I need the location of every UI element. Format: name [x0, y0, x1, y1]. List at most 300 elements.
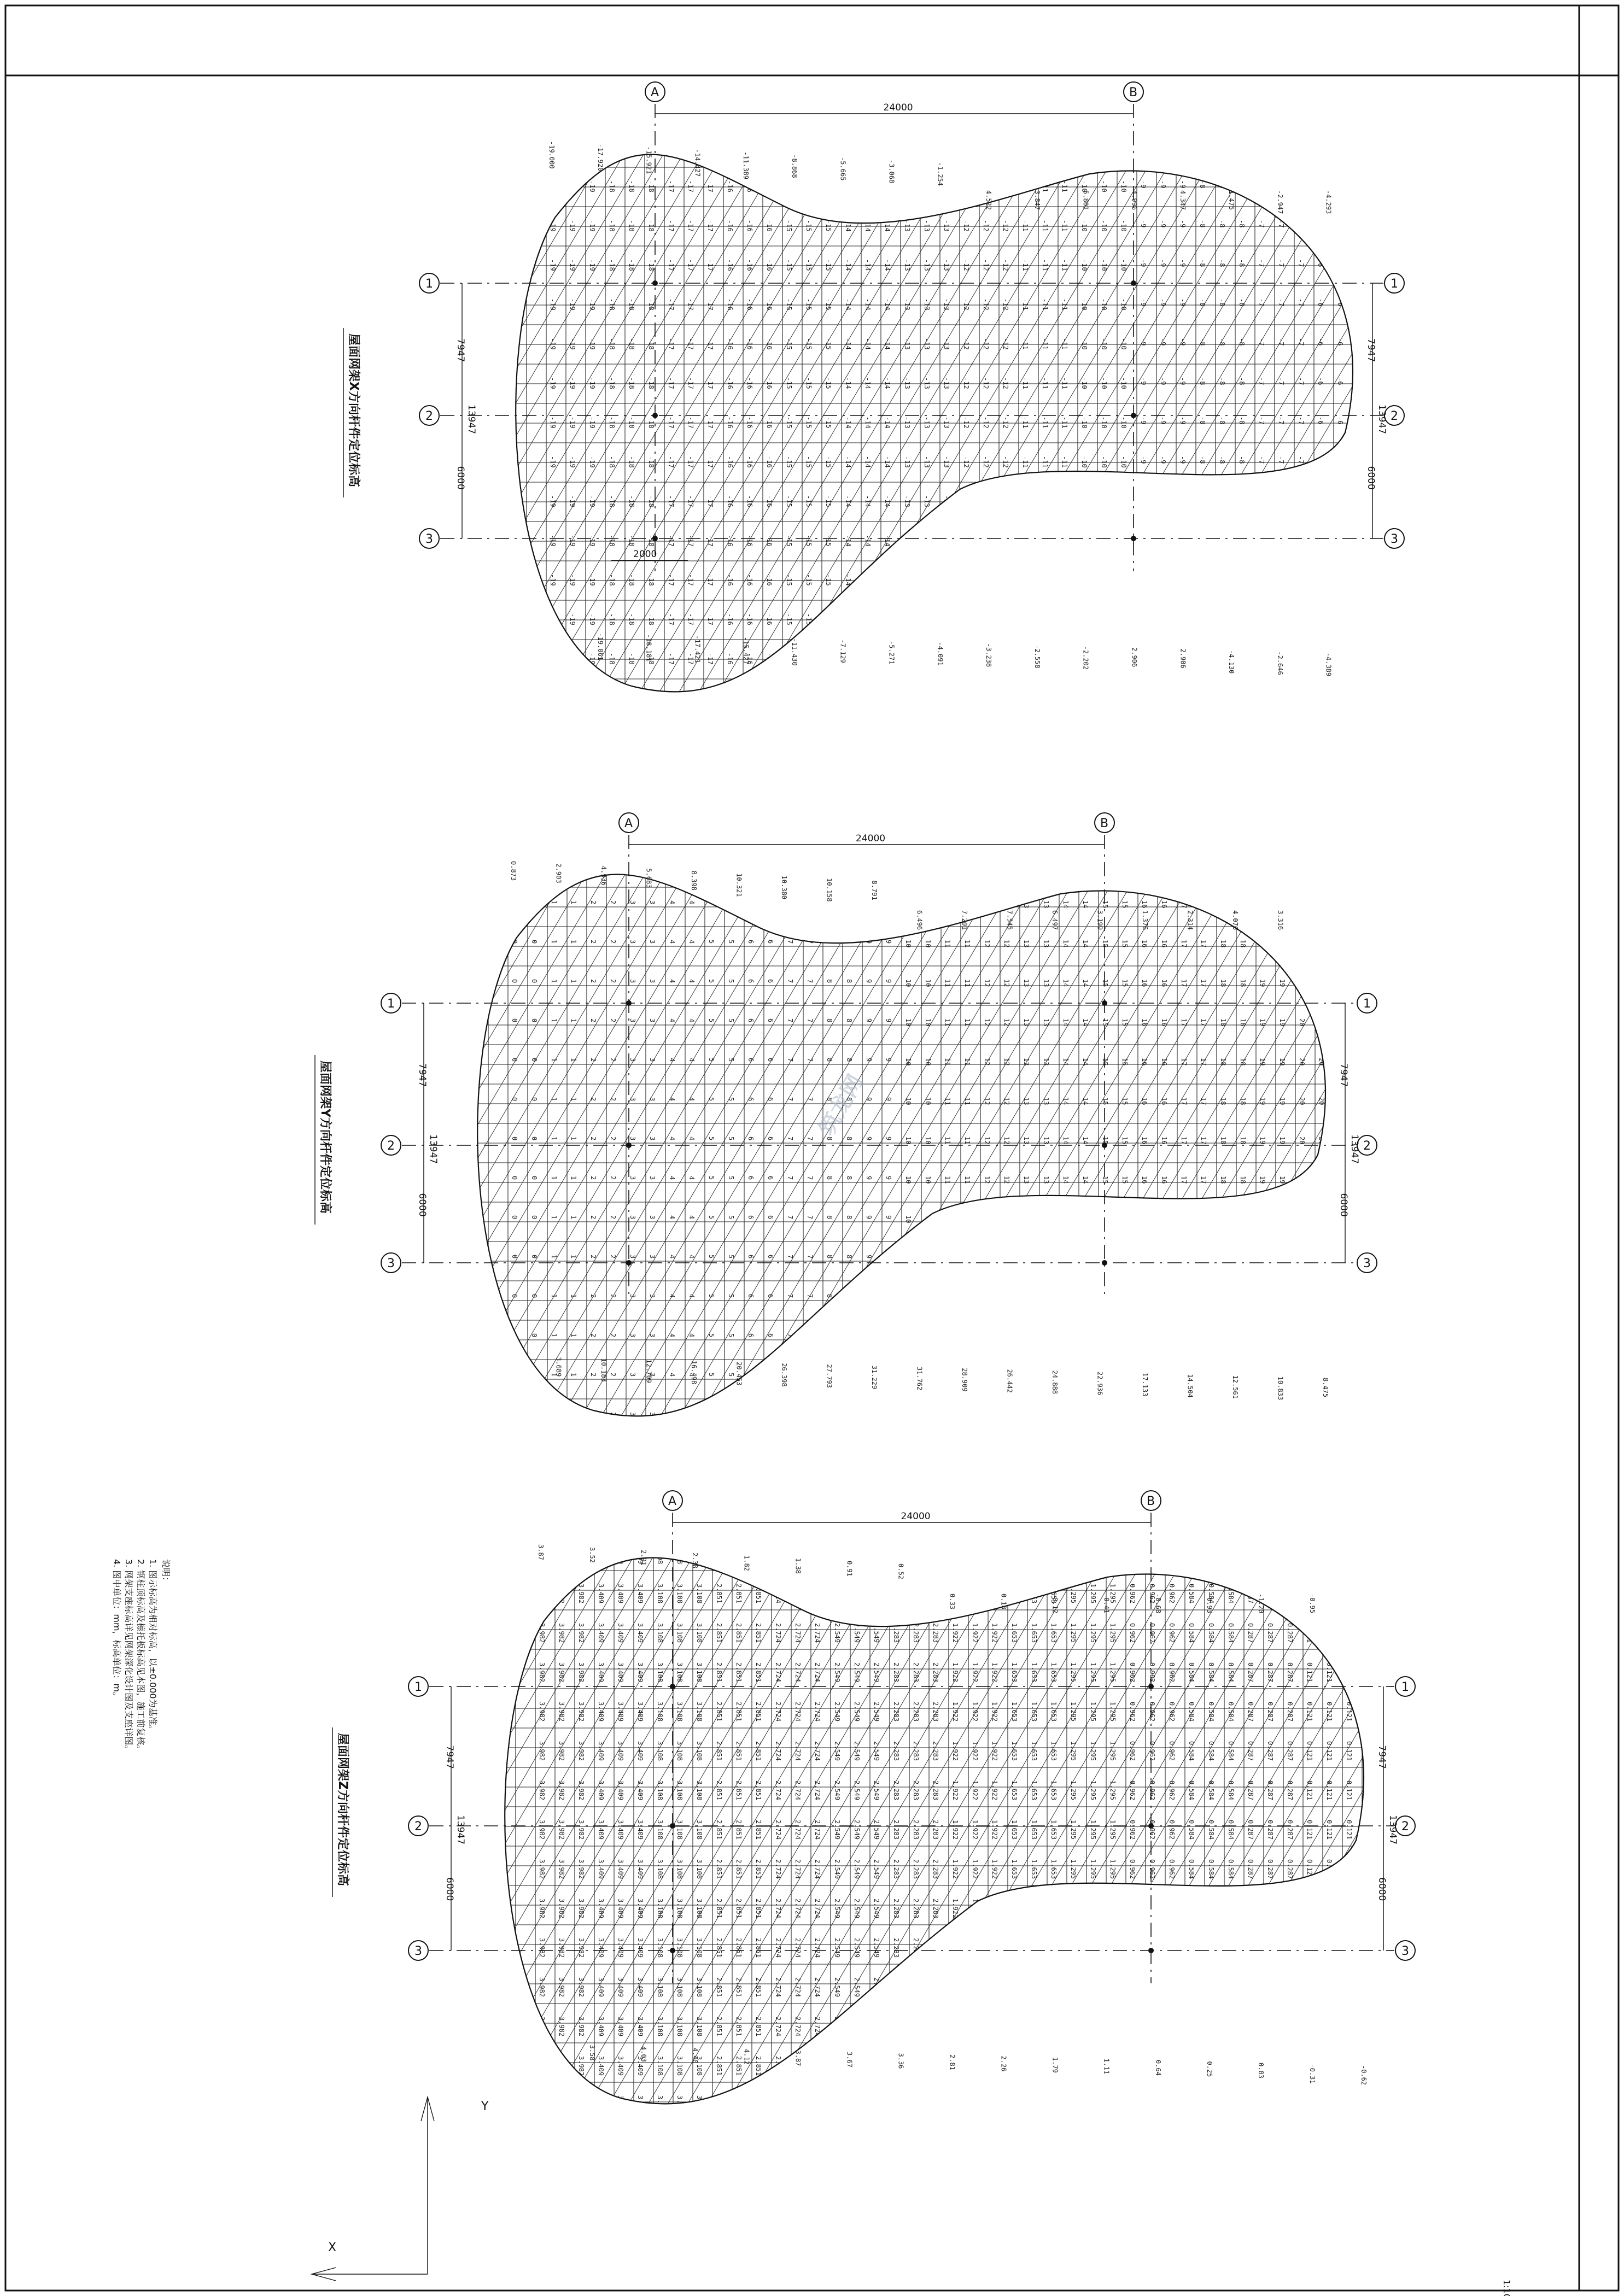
grid-value-label: 0.287: [1266, 1741, 1274, 1761]
grid-value-label: -17: [667, 535, 675, 547]
grid-value-label: 2: [589, 861, 597, 865]
grid-value-label: 3.108: [656, 1662, 664, 1683]
grid-value-label: -17: [667, 417, 675, 429]
grid-value-label: -18: [647, 180, 655, 192]
grid-value-label: 2: [589, 900, 597, 905]
grid-value-label: -15: [785, 535, 793, 547]
grid-value-label: 5: [708, 1373, 715, 1377]
grid-value-label: 2.549: [853, 2095, 861, 2116]
grid-value-label: 0.584: [1188, 2017, 1195, 2037]
grid-value-label: 3.108: [656, 2056, 664, 2076]
side-dimension-right-2: 13947: [1387, 1815, 1398, 1845]
grid-value-label: 2.851: [755, 2017, 762, 2037]
grid-value-label: -19: [569, 653, 576, 665]
grid-value-label: -14: [884, 692, 891, 704]
grid-value-label: 3.982: [577, 2095, 585, 2116]
column-point: [652, 280, 658, 286]
side-dimension-right-1: 7947: [1376, 1745, 1387, 1769]
grid-value-label: -8: [1199, 574, 1206, 582]
grid-value-label: 13: [1023, 1215, 1030, 1223]
grid-value-label: -15: [785, 692, 793, 704]
grid-value-label: 0.287: [1286, 1820, 1294, 1840]
grid-value-label: 20: [1318, 1333, 1325, 1342]
grid-value-label: -8: [1218, 417, 1226, 425]
grid-value-label: 16: [1160, 1333, 1168, 1342]
grid-value-label: 4: [688, 1018, 696, 1023]
edge-value-label: 10.321: [735, 873, 743, 897]
grid-value-label: 20: [1318, 1176, 1325, 1184]
grid-value-label: -10: [1080, 692, 1088, 704]
grid-value-label: 1.295: [1109, 1780, 1117, 1801]
grid-value-label: 0.287: [1286, 1584, 1294, 1604]
grid-value-label: 12: [983, 1058, 991, 1066]
grid-value-label: -16: [726, 259, 734, 271]
grid-value-label: 13: [1042, 1294, 1050, 1302]
grid-value-label: -8: [1199, 456, 1206, 464]
grid-value-label: 1.653: [1010, 2017, 1018, 2037]
edge-value-label: 0.64: [1154, 2060, 1162, 2076]
grid-value-label: 2.724: [794, 1584, 802, 1604]
grid-value-label: -16: [726, 613, 734, 625]
grid-value-label: -7: [1258, 456, 1265, 464]
grid-value-label: 3.409: [617, 1741, 624, 1761]
grid-value-label: 8: [845, 1294, 853, 1298]
edge-value-label: 2.314: [1186, 910, 1194, 930]
edge-value-label: -19.061: [596, 632, 604, 661]
grid-value-label: -9: [1140, 377, 1147, 385]
grid-value-label: -8: [1199, 141, 1206, 149]
grid-value-label: -9: [1140, 338, 1147, 346]
grid-value-label: 2.549: [873, 2056, 880, 2076]
grid-value-label: -7: [1297, 417, 1305, 425]
grid-value-label: -8: [1199, 298, 1206, 307]
grid-value-label: -15: [825, 141, 832, 153]
edge-value-label: 7.201: [961, 910, 968, 930]
grid-value-label: -13: [923, 535, 931, 547]
grid-value-label: 17: [1180, 1018, 1188, 1027]
grid-value-label: -13: [903, 220, 911, 232]
grid-value-label: 2.851: [755, 1623, 762, 1643]
grid-value-label: 10: [924, 1215, 932, 1223]
grid-value-label: 2.724: [774, 1938, 782, 1958]
grid-value-label: -13: [923, 141, 931, 153]
grid-value-label: -10: [1100, 613, 1108, 625]
grid-value-label: 0.962: [1168, 1662, 1176, 1683]
grid-value-label: 0.584: [1207, 2095, 1215, 2116]
grid-value-label: 2.724: [794, 1977, 802, 1998]
grid-value-label: 0.962: [1129, 1741, 1136, 1761]
grid-value-label: 2: [609, 900, 617, 905]
grid-value-label: -17: [687, 141, 694, 153]
grid-diagonal-line: [497, 828, 869, 1460]
column-point: [652, 536, 658, 541]
grid-value-label: 0.287: [1266, 2017, 1274, 2037]
grid-value-label: 0.121: [1306, 2056, 1313, 2076]
grid-value-label: 12: [1003, 1176, 1010, 1184]
grid-value-label: 14: [1082, 1255, 1089, 1263]
grid-value-label: 3.409: [636, 1938, 644, 1958]
grid-value-label: -10: [1080, 613, 1088, 625]
grid-value-label: -15: [785, 613, 793, 625]
grid-value-label: 0: [511, 1373, 518, 1377]
grid-value-label: 11: [963, 900, 971, 909]
grid-value-label: -6: [1317, 495, 1324, 503]
edge-value-label: -0.93: [1205, 1594, 1213, 1614]
grid-value-label: 0.121: [1306, 1938, 1313, 1958]
grid-value-label: 9: [865, 940, 873, 944]
grid-value-label: -18: [628, 495, 635, 507]
grid-value-label: 14: [1082, 940, 1089, 948]
grid-value-label: 9: [885, 979, 892, 983]
grid-value-label: 19: [1259, 1294, 1266, 1302]
grid-value-label: 17: [1200, 1176, 1207, 1184]
grid-value-label: -9: [1140, 574, 1147, 582]
grid-value-label: 4: [668, 1018, 676, 1023]
grid-value-label: 10: [924, 1097, 932, 1105]
grid-value-label: 2.549: [833, 1938, 841, 1958]
grid-value-label: 2.283: [932, 1977, 939, 1998]
grid-value-label: 13: [1042, 1215, 1050, 1223]
grid-value-label: 0.121: [1325, 1977, 1333, 1998]
grid-value-label: 9: [865, 1294, 873, 1298]
grid-value-label: -9: [1179, 220, 1187, 228]
grid-value-label: 2.549: [833, 1584, 841, 1604]
grid-value-label: 11: [963, 1373, 971, 1381]
grid-value-label: 6: [747, 1137, 755, 1141]
grid-value-label: 1.922: [951, 1977, 959, 1998]
grid-value-label: 0.121: [1345, 1702, 1353, 1722]
grid-value-label: -10: [1080, 220, 1088, 232]
grid-value-label: -15: [785, 338, 793, 350]
edge-value-label: 8.398: [690, 870, 698, 891]
grid-value-label: -8: [1199, 377, 1206, 385]
grid-value-label: 20: [1318, 1373, 1325, 1381]
grid-value-label: 2.724: [814, 2095, 821, 2116]
grid-value-label: -8: [1238, 613, 1246, 622]
grid-value-label: -7: [1297, 535, 1305, 543]
grid-value-label: 9: [885, 1097, 892, 1102]
grid-value-label: 1: [570, 900, 577, 905]
grid-value-label: 10: [924, 1137, 932, 1145]
grid-value-label: 3.982: [558, 1584, 565, 1604]
grid-value-label: 4: [668, 1137, 676, 1141]
grid-value-label: 0.962: [1148, 1544, 1156, 1565]
grid-value-label: 3.982: [558, 1859, 565, 1879]
grid-value-label: -6: [1317, 535, 1324, 543]
grid-value-label: -8: [1218, 298, 1226, 307]
grid-value-label: -10: [1100, 692, 1108, 704]
grid-value-label: 2.724: [814, 1780, 821, 1801]
grid-value-label: 6: [747, 1176, 755, 1180]
grid-value-label: 10: [904, 1137, 912, 1145]
edge-value-label: 26.442: [1006, 1369, 1014, 1393]
grid-value-label: -12: [982, 377, 990, 389]
grid-value-label: -19: [569, 692, 576, 704]
grid-value-label: 8: [826, 1373, 833, 1377]
grid-value-label: -8: [1218, 574, 1226, 582]
grid-value-label: 1.922: [991, 1820, 998, 1840]
grid-value-label: 1.295: [1109, 1820, 1117, 1840]
grid-value-label: -11: [1041, 180, 1049, 192]
grid-value-label: -7: [1277, 495, 1285, 503]
grid-value-label: -14: [864, 377, 872, 389]
grid-value-label: 13: [1023, 1412, 1030, 1420]
grid-value-label: -11: [1041, 338, 1049, 350]
grid-value-label: 10: [924, 1412, 932, 1420]
grid-value-label: 2.851: [715, 1623, 723, 1643]
grid-value-label: -10: [1100, 141, 1108, 153]
edge-value-label: 3.87: [537, 1544, 545, 1560]
grid-value-label: -17: [706, 613, 714, 625]
grid-value-label: 2.283: [932, 1741, 939, 1761]
grid-value-label: 1.295: [1070, 1544, 1077, 1565]
axis-bubble-label-A: A: [624, 817, 633, 830]
grid-value-label: 1.295: [1070, 2056, 1077, 2076]
grid-value-label: -17: [706, 377, 714, 389]
edge-value-label: -4.389: [1324, 652, 1333, 677]
grid-value-label: 7: [786, 1373, 794, 1377]
grid-value-label: 3.108: [696, 1741, 703, 1761]
grid-value-label: -11: [1021, 417, 1029, 429]
grid-value-label: -13: [943, 417, 950, 429]
grid-value-label: -19: [549, 535, 557, 547]
grid-value-label: -17: [706, 495, 714, 507]
grid-value-label: -10: [1120, 298, 1128, 311]
grid-value-label: 7: [806, 1333, 814, 1338]
grid-value-label: -7: [1258, 535, 1265, 543]
grid-value-label: 13: [1023, 940, 1030, 948]
grid-value-label: 3: [649, 940, 656, 944]
grid-value-label: 16: [1141, 940, 1148, 948]
grid-value-label: 3.409: [617, 2095, 624, 2116]
grid-value-label: 0.287: [1266, 1623, 1274, 1643]
grid-value-label: 6: [747, 1373, 755, 1377]
grid-value-label: 14: [1082, 861, 1089, 869]
grid-value-label: 18: [1239, 1176, 1247, 1184]
grid-value-label: 3.982: [558, 1977, 565, 1998]
grid-value-label: 17: [1180, 1412, 1188, 1420]
grid-value-label: 15: [1121, 1018, 1129, 1027]
grid-value-label: 0.962: [1168, 1623, 1176, 1643]
grid-value-label: 0.584: [1227, 1544, 1235, 1565]
grid-value-label: -7: [1297, 377, 1305, 385]
grid-value-label: 1.653: [1010, 1702, 1018, 1722]
grid-value-label: 2.851: [735, 1544, 743, 1565]
grid-value-label: 19: [1278, 1215, 1286, 1223]
grid-value-label: 0.287: [1286, 1623, 1294, 1643]
grid-value-label: 2.724: [774, 1780, 782, 1801]
grid-value-label: 1.653: [1050, 2017, 1058, 2037]
grid-value-label: 7: [806, 1097, 814, 1102]
grid-value-label: 0.584: [1188, 2056, 1195, 2076]
grid-value-label: -6: [1336, 653, 1344, 661]
grid-value-label: 2.724: [814, 1662, 821, 1683]
grid-value-label: 18: [1239, 1215, 1247, 1223]
grid-value-label: 0.584: [1188, 1584, 1195, 1604]
grid-value-label: 1.922: [951, 1623, 959, 1643]
grid-value-label: 15: [1121, 1097, 1129, 1105]
grid-value-label: 2.724: [794, 2017, 802, 2037]
grid-value-label: 10: [904, 1018, 912, 1027]
grid-value-label: 3: [649, 1176, 656, 1180]
grid-value-label: 1.922: [991, 1977, 998, 1998]
grid-value-label: -10: [1120, 653, 1128, 665]
grid-value-label: 0.121: [1325, 1544, 1333, 1565]
grid-value-label: -12: [962, 141, 970, 153]
grid-value-label: 1: [550, 1137, 558, 1141]
grid-value-label: 8: [826, 1294, 833, 1298]
grid-value-label: 13: [1023, 900, 1030, 909]
grid-value-label: -18: [647, 259, 655, 271]
grid-value-label: 13: [1042, 861, 1050, 869]
grid-value-label: -6: [1336, 417, 1344, 425]
grid-value-label: -19: [569, 180, 576, 192]
grid-value-label: -6: [1317, 653, 1324, 661]
grid-diagonal-line: [1303, 108, 1624, 735]
grid-value-label: 12: [1003, 1018, 1010, 1027]
grid-value-label: -18: [608, 692, 616, 704]
grid-value-label: 0.121: [1345, 1859, 1353, 1879]
grid-diagonal-line: [281, 828, 652, 1460]
grid-value-label: 11: [944, 1294, 951, 1302]
grid-value-label: 7: [786, 1333, 794, 1338]
grid-value-label: 17: [1200, 1137, 1207, 1145]
grid-value-label: 9: [865, 1097, 873, 1102]
grid-value-label: -11: [1041, 417, 1049, 429]
grid-value-label: 0: [511, 1097, 518, 1102]
grid-value-label: 3: [629, 1137, 636, 1141]
grid-value-label: 0.584: [1207, 1662, 1215, 1683]
grid-value-label: 2.283: [892, 1702, 900, 1722]
grid-value-label: 2.724: [814, 1977, 821, 1998]
grid-value-label: 9: [885, 1333, 892, 1338]
grid-value-label: 1: [550, 1058, 558, 1062]
grid-value-label: -19: [588, 574, 596, 586]
grid-value-label: 2.283: [932, 1780, 939, 1801]
grid-value-label: 12: [983, 1137, 991, 1145]
grid-value-label: 0: [530, 1058, 538, 1062]
axis-bubble-left-label-3: 3: [425, 532, 433, 546]
grid-value-label: -9: [1140, 456, 1147, 464]
grid-value-label: -10: [1120, 338, 1128, 350]
grid-value-label: -10: [1100, 417, 1108, 429]
grid-value-label: 0.287: [1247, 1702, 1254, 1722]
grid-value-label: -15: [785, 495, 793, 507]
grid-value-label: 13: [1023, 1176, 1030, 1184]
grid-value-label: -9: [1179, 298, 1187, 307]
grid-value-label: -13: [923, 220, 931, 232]
grid-value-label: -19: [549, 377, 557, 389]
grid-value-label: -16: [726, 653, 734, 665]
grid-value-label: 9: [885, 1018, 892, 1023]
grid-value-label: -15: [785, 298, 793, 311]
grid-value-label: 9: [885, 1255, 892, 1259]
grid-value-label: 1: [550, 1255, 558, 1259]
grid-value-label: -13: [923, 298, 931, 311]
grid-diagonal-line: [399, 828, 770, 1460]
edge-value-label: 0.18: [1000, 1594, 1008, 1609]
grid-value-label: 15: [1121, 1333, 1129, 1342]
grid-value-label: 0.003: [1365, 1662, 1372, 1683]
grid-value-label: 19: [1259, 1373, 1266, 1381]
grid-value-label: 9: [885, 1373, 892, 1377]
grid-value-label: -17: [706, 535, 714, 547]
grid-value-label: 1: [570, 1333, 577, 1338]
grid-value-label: 1.922: [971, 1820, 979, 1840]
edge-value-label: 26.398: [780, 1363, 788, 1387]
grid-value-label: 1: [550, 861, 558, 865]
grid-value-label: 2.851: [715, 1702, 723, 1722]
grid-value-label: 5: [727, 1412, 735, 1416]
grid-value-label: 14: [1062, 1215, 1070, 1223]
grid-value-label: -9: [1159, 141, 1167, 149]
grid-value-label: 3.409: [617, 1780, 624, 1801]
grid-value-label: 1.653: [1050, 1820, 1058, 1840]
grid-value-label: 2.724: [774, 1544, 782, 1565]
grid-value-label: 17: [1200, 900, 1207, 909]
grid-value-label: -10: [1080, 574, 1088, 586]
grid-value-label: 16: [1160, 1255, 1168, 1263]
grid-value-label: 0.962: [1148, 2056, 1156, 2076]
grid-value-label: -10: [1120, 613, 1128, 625]
grid-value-label: 1.295: [1089, 1820, 1097, 1840]
grid-value-label: -17: [687, 613, 694, 625]
grid-value-label: 1.922: [971, 1780, 979, 1801]
grid-value-label: 5: [708, 940, 715, 944]
grid-value-label: 15: [1101, 979, 1109, 987]
grid-value-label: -18: [628, 220, 635, 232]
grid-value-label: 12: [1003, 1255, 1010, 1263]
grid-value-label: 16: [1141, 1255, 1148, 1263]
grid-value-label: 13: [1023, 1058, 1030, 1066]
grid-value-label: -7: [1277, 338, 1285, 346]
grid-value-label: -15: [805, 613, 813, 625]
scale-tag: [1502, 2280, 1512, 2296]
grid-value-label: 19: [1278, 1333, 1286, 1342]
grid-value-label: -13: [943, 298, 950, 311]
grid-value-label: 13: [1023, 1294, 1030, 1302]
grid-value-label: 5: [727, 1373, 735, 1377]
grid-value-label: 8: [845, 1137, 853, 1141]
grid-value-label: 3.982: [538, 2017, 546, 2037]
side-dimension-1: 7947: [455, 338, 466, 362]
grid-value-label: 7: [806, 1412, 814, 1416]
grid-value-label: -19: [588, 535, 596, 547]
grid-value-label: 1.653: [1030, 2095, 1038, 2116]
grid-value-label: -8: [1199, 180, 1206, 189]
grid-value-label: 2.549: [873, 1662, 880, 1683]
grid-value-label: 3.982: [538, 1662, 546, 1683]
grid-value-label: 1: [570, 1058, 577, 1062]
grid-value-label: 2.851: [735, 1741, 743, 1761]
grid-value-label: 13: [1042, 1097, 1050, 1105]
grid-value-label: 14: [1062, 1137, 1070, 1145]
column-point: [1148, 1823, 1154, 1829]
grid-value-label: 3: [649, 1412, 656, 1416]
grid-value-label: -10: [1100, 220, 1108, 232]
grid-value-label: 3: [629, 979, 636, 983]
grid-value-label: 2.724: [774, 2017, 782, 2037]
grid-value-label: 8: [826, 1255, 833, 1259]
grid-value-label: 13: [1042, 900, 1050, 909]
grid-value-label: 3.982: [577, 1899, 585, 1919]
grid-value-label: -8: [1238, 377, 1246, 385]
notes-heading: 说明：: [161, 1559, 171, 1586]
grid-value-label: 5: [708, 1215, 715, 1220]
grid-value-label: 1.922: [951, 1662, 959, 1683]
grid-value-label: -6: [1336, 220, 1344, 228]
grid-value-label: 3.409: [617, 1820, 624, 1840]
